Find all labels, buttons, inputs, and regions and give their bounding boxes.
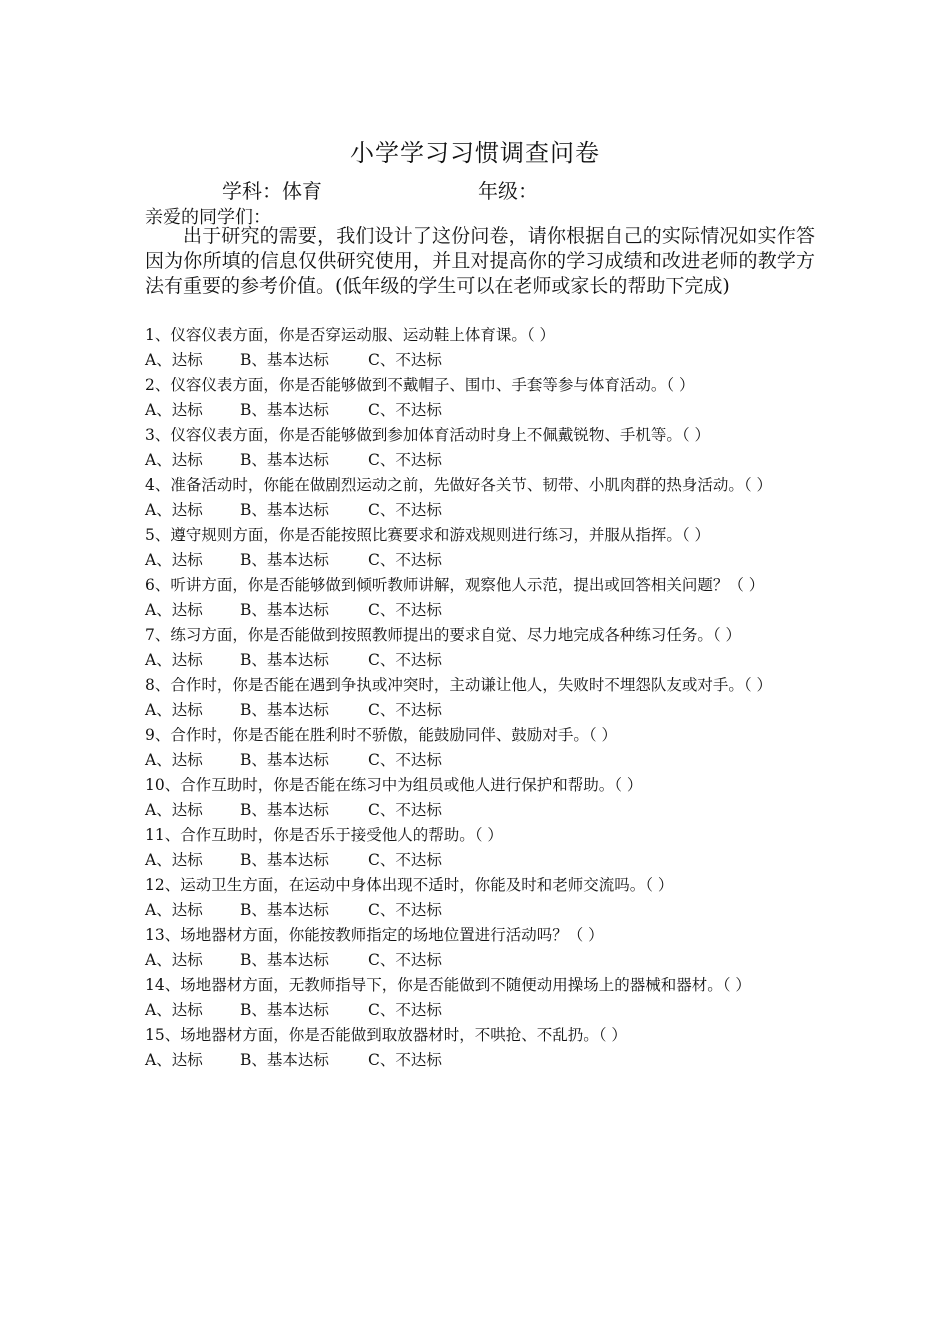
question-item (145, 423, 825, 473)
option-b[interactable]: B、基本达标 (240, 451, 329, 469)
option-c[interactable]: C、不达标 (368, 751, 442, 769)
option-a[interactable]: A、达标 (145, 1001, 203, 1019)
question-text: 8、合作时，你是否能在遇到争执或冲突时，主动谦让他人，失败时不埋怨队友或对手。（ ） (145, 676, 773, 694)
question-text: 10、合作互助时，你是否能在练习中为组员或他人进行保护和帮助。（ ） (145, 776, 643, 794)
option-c[interactable]: C、不达标 (368, 551, 442, 569)
answer-options (145, 998, 825, 1023)
question-text: 15、场地器材方面，你是否能做到取放器材时，不哄抢、不乱扔。（ ） (145, 1026, 627, 1044)
option-a[interactable]: A、达标 (145, 501, 203, 519)
question-text: 6、听讲方面，你是否能够做到倾听教师讲解，观察他人示范，提出或回答相关问题？（ ） (145, 576, 765, 594)
intro-paragraph: 出于研究的需要，我们设计了这份问卷，请你根据自己的实际情况如实作答因为你所填的信息仅供研究使用，并且对提高你的学习成绩和改进老师的教学方法有重要的参考价值。(低年级的学生可以在老师或家长的帮助下完成) (145, 225, 815, 297)
question-item (145, 373, 825, 423)
option-c[interactable]: C、不达标 (368, 651, 442, 669)
question-item (145, 823, 825, 873)
option-c[interactable]: C、不达标 (368, 901, 442, 919)
question-item (145, 873, 825, 923)
option-c[interactable]: C、不达标 (368, 351, 442, 369)
option-c[interactable]: C、不达标 (368, 501, 442, 519)
option-c[interactable]: C、不达标 (368, 951, 442, 969)
answer-options (145, 898, 825, 923)
option-c[interactable]: C、不达标 (368, 851, 442, 869)
option-a[interactable]: A、达标 (145, 651, 203, 669)
answer-options (145, 498, 825, 523)
option-b[interactable]: B、基本达标 (240, 551, 329, 569)
option-b[interactable]: B、基本达标 (240, 951, 329, 969)
answer-options (145, 448, 825, 473)
option-a[interactable]: A、达标 (145, 951, 203, 969)
question-text: 14、场地器材方面，无教师指导下，你是否能做到不随便动用操场上的器械和器材。（ ） (145, 976, 751, 994)
answer-options (145, 598, 825, 623)
greeting: 亲爱的同学们： (145, 207, 271, 228)
answer-options (145, 1048, 825, 1073)
question-item (145, 773, 825, 823)
question-text: 9、合作时，你是否能在胜利时不骄傲，能鼓励同伴、鼓励对手。（ ） (145, 726, 618, 744)
option-a[interactable]: A、达标 (145, 751, 203, 769)
option-a[interactable]: A、达标 (145, 901, 203, 919)
answer-options (145, 348, 825, 373)
option-b[interactable]: B、基本达标 (240, 651, 329, 669)
question-item (145, 523, 825, 573)
answer-options (145, 798, 825, 823)
option-c[interactable]: C、不达标 (368, 801, 442, 819)
option-b[interactable]: B、基本达标 (240, 501, 329, 519)
option-b[interactable]: B、基本达标 (240, 701, 329, 719)
option-a[interactable]: A、达标 (145, 1051, 203, 1069)
option-c[interactable]: C、不达标 (368, 701, 442, 719)
option-a[interactable]: A、达标 (145, 401, 203, 419)
question-text: 4、准备活动时，你能在做剧烈运动之前，先做好各关节、韧带、小肌肉群的热身活动。（ ） (145, 476, 773, 494)
option-a[interactable]: A、达标 (145, 601, 203, 619)
option-b[interactable]: B、基本达标 (240, 351, 329, 369)
option-a[interactable]: A、达标 (145, 701, 203, 719)
answer-options (145, 548, 825, 573)
question-item (145, 573, 825, 623)
question-text: 7、练习方面，你是否能做到按照教师提出的要求自觉、尽力地完成各种练习任务。（ ） (145, 626, 742, 644)
question-text: 3、仪容仪表方面，你是否能够做到参加体育活动时身上不佩戴锐物、手机等。（ ） (145, 426, 711, 444)
question-item (145, 1023, 825, 1073)
option-c[interactable]: C、不达标 (368, 451, 442, 469)
question-list (145, 323, 825, 1073)
question-item (145, 923, 825, 973)
option-b[interactable]: B、基本达标 (240, 851, 329, 869)
option-b[interactable]: B、基本达标 (240, 751, 329, 769)
question-item (145, 623, 825, 673)
option-b[interactable]: B、基本达标 (240, 901, 329, 919)
option-c[interactable]: C、不达标 (368, 1051, 442, 1069)
option-a[interactable]: A、达标 (145, 801, 203, 819)
option-c[interactable]: C、不达标 (368, 401, 442, 419)
page-title: 小学学习习惯调查问卷 (350, 139, 600, 167)
question-text: 13、场地器材方面，你能按教师指定的场地位置进行活动吗？（ ） (145, 926, 604, 944)
option-b[interactable]: B、基本达标 (240, 401, 329, 419)
option-b[interactable]: B、基本达标 (240, 601, 329, 619)
question-text: 1、仪容仪表方面，你是否穿运动服、运动鞋上体育课。（ ） (145, 326, 556, 344)
question-item (145, 473, 825, 523)
answer-options (145, 948, 825, 973)
option-c[interactable]: C、不达标 (368, 1001, 442, 1019)
option-a[interactable]: A、达标 (145, 551, 203, 569)
option-b[interactable]: B、基本达标 (240, 1001, 329, 1019)
option-a[interactable]: A、达标 (145, 351, 203, 369)
answer-options (145, 748, 825, 773)
answer-options (145, 648, 825, 673)
option-b[interactable]: B、基本达标 (240, 801, 329, 819)
question-item (145, 973, 825, 1023)
option-b[interactable]: B、基本达标 (240, 1051, 329, 1069)
question-text: 5、遵守规则方面，你是否能按照比赛要求和游戏规则进行练习，并服从指挥。（ ） (145, 526, 711, 544)
question-text: 2、仪容仪表方面，你是否能够做到不戴帽子、围巾、手套等参与体育活动。（ ） (145, 376, 695, 394)
answer-options (145, 698, 825, 723)
question-text: 12、运动卫生方面，在运动中身体出现不适时，你能及时和老师交流吗。（ ） (145, 876, 674, 894)
option-a[interactable]: A、达标 (145, 851, 203, 869)
answer-options (145, 848, 825, 873)
question-item (145, 323, 825, 373)
question-item (145, 723, 825, 773)
option-a[interactable]: A、达标 (145, 451, 203, 469)
answer-options (145, 398, 825, 423)
grade-label: 年级： (478, 179, 538, 203)
subject-label: 学科：体育 (222, 179, 322, 203)
question-text: 11、合作互助时，你是否乐于接受他人的帮助。（ ） (145, 826, 503, 844)
question-item (145, 673, 825, 723)
option-c[interactable]: C、不达标 (368, 601, 442, 619)
